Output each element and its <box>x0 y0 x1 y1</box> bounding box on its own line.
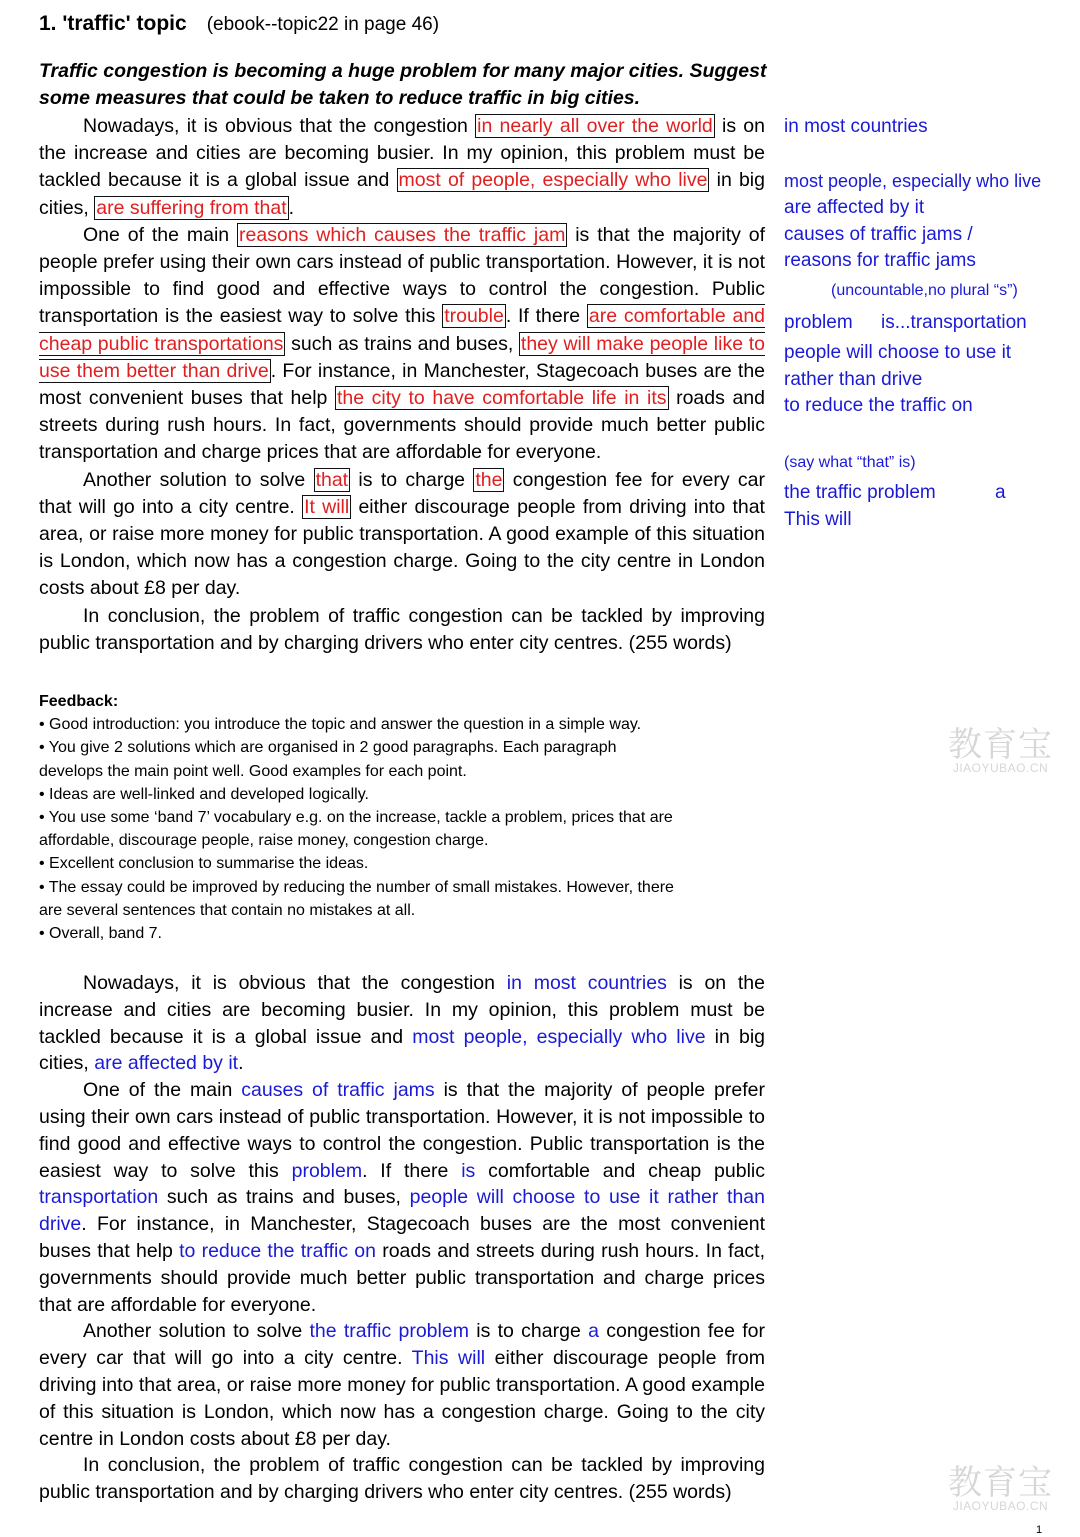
text-run: either discourage people from driving into that area, or raise more money for public transportation. A good example of this situation is London, which now has a congestion charge. Going to the city centre in London costs about £8 per day. <box>39 495 765 600</box>
error-mark: the city to have comfortable life in its <box>336 387 667 410</box>
note-8: people will choose to use it <box>784 342 1012 363</box>
topic-title: 1. 'traffic' topic <box>39 12 187 35</box>
error-mark: they will make people like to use them better than drive <box>39 332 765 382</box>
feedback-line: • Overall, band 7. <box>39 925 162 943</box>
feedback-line: are several sentences that contain no mistakes at all. <box>39 901 416 919</box>
feedback-section <box>39 690 739 945</box>
essay-prompt: Traffic congestion is becoming a huge problem for many major cities. Suggest some measures that could be taken to reduce traffic in big cities. <box>39 60 767 109</box>
feedback-line: • Good introduction: you introduce the topic and answer the question in a simple way. <box>39 716 642 734</box>
text-run: . For instance, in Manchester, Stagecoach buses are the most convenient buses that help <box>39 359 766 410</box>
revised-paragraph-3 <box>39 1318 765 1452</box>
feedback-line: • Ideas are well-linked and developed logically. <box>39 785 369 803</box>
correction: people will choose to use it rather than drive <box>39 1186 765 1236</box>
note-10: to reduce the traffic on <box>784 395 973 416</box>
correction: the traffic problem <box>309 1320 469 1343</box>
correction: is <box>461 1159 476 1182</box>
note-9: rather than drive <box>784 369 923 390</box>
note-6: (uncountable,no plural “s”) <box>831 282 1018 299</box>
text-run: such as trains and buses, <box>158 1186 410 1209</box>
note-11: (say what “that” is) <box>784 454 916 471</box>
original-paragraph-2 <box>39 222 765 467</box>
correction: a <box>588 1320 599 1343</box>
original-paragraph-1 <box>39 113 765 222</box>
text-run: in big cities, <box>39 169 765 219</box>
note-7a: problem <box>784 312 853 333</box>
text-run: . For instance, in Manchester, Stagecoach buses are the most convenient buses that help <box>39 1213 765 1262</box>
text-run: such as trains and buses, <box>285 332 519 355</box>
correction: This will <box>411 1347 486 1370</box>
page-number: 1 <box>1036 1524 1043 1536</box>
text-run: in big cities, <box>39 1025 765 1075</box>
revised-paragraph-2 <box>39 1077 765 1318</box>
error-mark: that <box>315 468 349 491</box>
error-mark: are suffering from that <box>96 196 287 219</box>
text-run: comfortable and cheap public <box>475 1159 766 1182</box>
error-mark: It will <box>304 495 350 518</box>
watermark: 教育宝 JIAOYUBAO.CN <box>948 1464 1053 1513</box>
original-paragraph-3 <box>39 467 765 603</box>
text-run: is on the increase and cities are becoming busier. In my opinion, this problem must be tackled because it is a global issue and <box>39 115 765 192</box>
revised-paragraph-1 <box>39 970 765 1077</box>
topic-source: (ebook--topic22 in page 46) <box>206 14 440 35</box>
correction: most people, especially who live <box>412 1025 706 1048</box>
correction: problem <box>291 1159 363 1182</box>
text-run: . If there <box>505 305 587 328</box>
text-run: either discourage people from driving into that area, or raise more money for public transportation. A good example of this situation is London, which now has a congestion charge. Going to the city centre in London costs about £8 per day. <box>39 1347 765 1450</box>
note-12b: a <box>995 482 1006 503</box>
correction: are affected by it <box>94 1052 239 1075</box>
feedback-line: • The essay could be improved by reducing the number of small mistakes. However, there <box>39 878 674 896</box>
feedback-line: affordable, discourage people, raise money, congestion charge. <box>39 832 489 850</box>
error-mark: most of people, especially who live <box>398 169 708 192</box>
original-essay <box>39 113 765 657</box>
original-paragraph-4: In conclusion, the problem of traffic congestion can be tackled by improving public transportation and by charging drivers who enter city centres. (255 words) <box>39 604 765 654</box>
text-run: is on the increase and cities are becoming busier. In my opinion, this problem must be tackled because it is a global issue and <box>39 972 765 1048</box>
feedback-title: Feedback: <box>39 693 119 710</box>
text-run: One of the main <box>83 1079 242 1102</box>
note-4: causes of traffic jams / <box>784 224 973 245</box>
text-run: roads and streets during rush hours. In fact, governments should provide much better public transportation and charge prices that are affordable for everyone. <box>39 1239 766 1316</box>
correction: causes of traffic jams <box>241 1079 435 1102</box>
text-run: One of the main <box>83 223 238 246</box>
text-run: is to charge <box>350 468 474 491</box>
correction: transportation <box>39 1186 159 1209</box>
note-13: This will <box>784 509 852 530</box>
watermark: 教育宝 JIAOYUBAO.CN <box>948 726 1053 775</box>
note-12a: the traffic problem <box>784 482 936 503</box>
text-run: congestion fee for every car that will go into a city centre. <box>39 1320 765 1370</box>
note-3: are affected by it <box>784 197 925 218</box>
error-mark: the <box>475 468 503 491</box>
revised-essay <box>39 970 765 1506</box>
text-run: Nowadays, it is obvious that the congestion <box>83 972 507 994</box>
text-run: congestion fee for every car that will go into a city centre. <box>39 468 766 518</box>
error-mark: in nearly all over the world <box>477 115 713 137</box>
error-mark: are comfortable and cheap public transportations <box>39 305 766 355</box>
text-run: is that the majority of people prefer using their own cars instead of public transportation. However, it is not impossible to find good and effective ways to control the congestion. Public transportation is the easiest way to solve this <box>39 1079 765 1182</box>
error-mark: trouble <box>444 305 504 328</box>
text-run: . <box>238 1052 244 1075</box>
note-5: reasons for traffic jams <box>784 250 976 271</box>
text-run: is to charge <box>468 1320 589 1343</box>
text-run: . <box>288 196 295 219</box>
feedback-line: develops the main point well. Good examples for each point. <box>39 762 467 780</box>
text-run: . If there <box>362 1159 462 1182</box>
text-run: Another solution to solve <box>83 468 314 491</box>
feedback-line: • Excellent conclusion to summarise the ideas. <box>39 855 369 873</box>
correction: to reduce the traffic on <box>179 1239 376 1262</box>
text-run: Another solution to solve <box>83 1320 310 1343</box>
note-7b: is...transportation <box>881 312 1027 333</box>
correction: in most countries <box>506 972 667 994</box>
topic-heading <box>39 12 439 36</box>
text-run: roads and streets during rush hours. In fact, governments should provide much better public transportation and charge prices that are affordable for everyone. <box>39 387 765 464</box>
revised-paragraph-4: In conclusion, the problem of traffic congestion can be tackled by improving public transportation and by charging drivers who enter city centres. (255 words) <box>39 1454 765 1504</box>
note-2: most people, especially who live <box>784 171 1042 191</box>
feedback-line: • You give 2 solutions which are organised in 2 good paragraphs. Each paragraph <box>39 739 617 757</box>
error-mark: reasons which causes the traffic jam <box>239 223 566 246</box>
note-1: in most countries <box>784 116 928 137</box>
text-run: Nowadays, it is obvious that the congestion <box>83 115 476 137</box>
text-run: is that the majority of people prefer using their own cars instead of public transportation. However, it is not impossible to find good and effective ways to control the congestion. Public transportation is the easiest way to solve this <box>39 223 766 328</box>
feedback-line: • You use some ‘band 7’ vocabulary e.g. on the increase, tackle a problem, prices that are <box>39 809 673 827</box>
